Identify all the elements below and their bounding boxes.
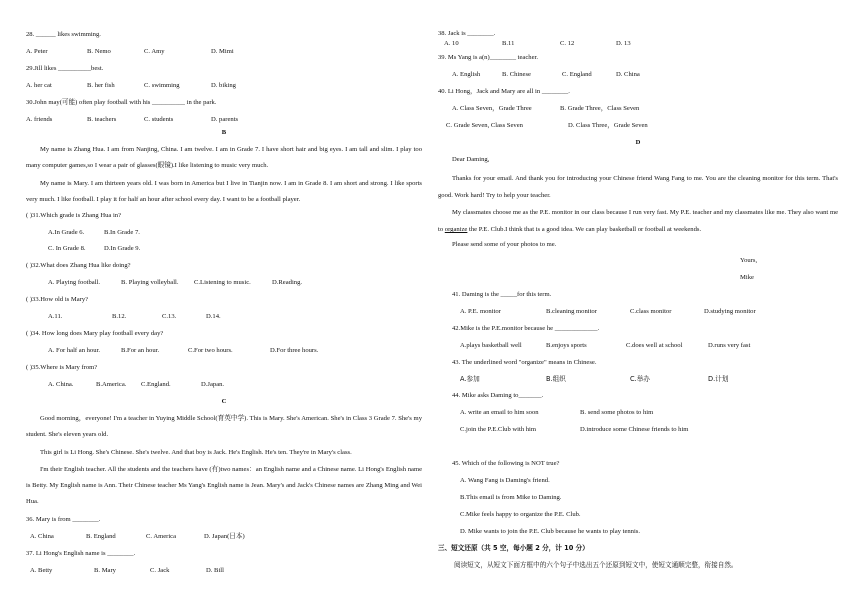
q35-option-a: A. China. (48, 381, 74, 388)
q38-option-d: D. 13 (616, 40, 631, 47)
letter-paragraph-2-start: My classmates choose me as the P.E. monitor in our class because I run very fast. My P.E. teacher and my classmates like me. They also want me to (438, 209, 838, 233)
section-3-instructions: 阅读短文，从短文下面方框中的六个句子中选出五个还原到短文中，使短文通顺完整，衔接自然。 (454, 561, 738, 569)
q40-option-b: B. Grade Three，Class Seven (560, 105, 640, 112)
letter-paragraph-2-end: the P.E. Club.I think that is a good idea. We can play basketball or football at weekends. (467, 226, 702, 233)
q36-option-d: D. Japan(日本) (204, 533, 245, 540)
q31-stem: ( )31.Which grade is Zhang Hua in? (26, 212, 122, 219)
q42-option-d: D.runs very fast (708, 342, 751, 349)
q42-option-c: C.does well at school (626, 342, 683, 349)
q39-option-b: B. Chinese (502, 71, 531, 78)
q40-stem: 40. Li Hong，Jack and Mary are all in ________. (438, 88, 570, 95)
q42-stem: 42.Mike is the P.E.monitor because he _____________. (452, 325, 600, 332)
q45-stem: 45. Which of the following is NOT true? (452, 460, 560, 467)
q35-option-d: D.Japan. (201, 381, 225, 388)
q36-stem: 36. Mary is from ________. (26, 516, 101, 523)
q29-option-b: B. her fish (87, 82, 115, 89)
q28-option-b: B. Nemo (87, 48, 111, 55)
q39-option-a: A. English (452, 71, 481, 78)
q45-option-b: B.This email is from Mike to Daming. (460, 494, 562, 501)
q42-option-a: A.plays basketball well (460, 342, 522, 349)
q31-option-a: A.In Grade 6. (48, 229, 85, 236)
q45-option-a: A. Wang Fang is Daming's friend. (460, 477, 550, 484)
q30-option-c: C. students (144, 116, 174, 123)
q32-stem: ( )32.What does Zhang Hua like doing? (26, 262, 131, 269)
q37-option-c: C. Jack (150, 567, 170, 574)
q33-stem: ( )33.How old is Mary? (26, 296, 89, 303)
q32-option-c: C.Listening to music. (194, 279, 251, 286)
q44-stem: 44. Mike asks Daming to_______. (452, 392, 544, 399)
q38-option-c: C. 12 (560, 40, 575, 47)
q29-option-d: D. biking (211, 82, 236, 89)
q37-option-a: A. Betty (30, 567, 53, 574)
q37-option-d: D. Bill (206, 567, 224, 574)
q34-option-a: A. For half an hour. (48, 347, 101, 354)
q34-option-d: D.For three hours. (270, 347, 319, 354)
q39-stem: 39. Ms Yang is a(n)________ teacher. (438, 54, 538, 61)
passage-c-paragraph-1: Good morning，everyone! I'm a teacher in Yuying Middle School(育英中学). This is Mary. She's American. She's in Class 3 Grade 7. She's my student. She's eleven years old. (26, 415, 422, 438)
q34-option-b: B.For an hour. (121, 347, 160, 354)
section-c-heading: C (221, 398, 227, 405)
q45-option-d: D. Mike wants to join the P.E. Club because he wants to play tennis. (460, 528, 641, 535)
q45-option-c: C.Mike feels happy to organize the P.E. Club. (460, 511, 581, 518)
q28-option-a: A. Peter (26, 48, 48, 55)
letter-paragraph-3: Please send some of your photos to me. (452, 241, 557, 248)
q33-option-c: C.13. (162, 313, 177, 320)
q32-option-b: B. Playing volleyball. (121, 279, 179, 286)
q43-option-d: D.计划 (708, 375, 729, 383)
q33-option-d: D.14. (206, 313, 221, 320)
q28-option-d: D. Mimi (211, 48, 234, 55)
q41-stem: 41. Daming is the _____for this term. (452, 291, 552, 298)
q31-option-c: C. In Grade 8. (48, 245, 86, 252)
q33-option-b: B.12. (112, 313, 127, 320)
q36-option-c: C. America (146, 533, 177, 540)
q38-option-a: A. 10 (444, 40, 459, 47)
q36-option-b: B. England (86, 533, 116, 540)
q43-option-a: A.参加 (460, 375, 480, 383)
q34-option-c: C.For two hours. (188, 347, 233, 354)
letter-closing: Yours, (740, 257, 758, 264)
q41-option-a: A. P.E. monitor (460, 308, 501, 315)
q41-option-b: B.cleaning monitor (546, 308, 597, 315)
q29-option-a: A. her cat (26, 82, 52, 89)
q35-stem: ( )35.Where is Mary from? (26, 364, 98, 371)
letter-paragraph-1: Thanks for your email. And thank you for introducing your Chinese friend Wang Fang to me. You are the cleaning monitor for this term. That's good. Work hard! Try to help your teacher. (438, 175, 838, 199)
section-b-heading: B (221, 129, 227, 136)
q41-option-d: D.studying monitor (704, 308, 756, 315)
q28-option-c: C. Amy (144, 48, 165, 55)
q43-stem: 43. The underlined word "organize" means in Chinese. (452, 359, 597, 366)
passage-c-paragraph-3: I'm their English teacher. All the students and the teachers have (有)two names：an English name and a Chinese name. Li Hong's English name is Betty. My English name is Ann. Their Chinese teacher Ms Yang's English name is Jean. Mary's and Jack's Chinese names are Zhang Ming and Wei Hua. (26, 466, 422, 505)
q39-option-c: C. England (562, 71, 592, 78)
passage-b-paragraph-2: My name is Mary. I am thirteen years old. I was born in America but I live in Tianjin now. I am in Grade 8. I am short and strong. I like sports very much. I like football. I play it for half an hour after school every day. I want to be a football player. (26, 180, 422, 203)
q41-option-c: C.class monitor (630, 308, 672, 315)
q30-option-b: B. teachers (87, 116, 117, 123)
q30-option-d: D. parents (211, 116, 239, 123)
q29-stem: 29.Jill likes __________best. (26, 65, 104, 72)
q44-option-b: B. send some photos to him (580, 409, 654, 416)
section-3-heading: 三、短文还原（共 5 空，每小题 2 分，计 10 分） (438, 544, 589, 552)
q33-option-a: A.11. (48, 313, 63, 320)
q34-stem: ( )34. How long does Mary play football every day? (26, 330, 164, 337)
q38-stem: 38. Jack is ________. (438, 30, 496, 37)
q35-option-b: B.America. (96, 381, 127, 388)
passage-b-paragraph-1: My name is Zhang Hua. I am from Nanjing, China. I am twelve. I am in Grade 7. I have short hair and big eyes. I am tall and slim. I play too many computer games,so I wear a pair of glasses(眼镜).I like listening to music very much. (26, 146, 422, 169)
letter-greeting: Dear Daming, (452, 156, 490, 163)
q35-option-c: C.England. (141, 381, 171, 388)
q31-option-d: D.In Grade 9. (104, 245, 141, 252)
q32-option-d: D.Reading. (272, 279, 303, 286)
section-d-heading: D (635, 139, 641, 146)
q43-option-c: C.举办 (630, 375, 650, 383)
q32-option-a: A. Playing football. (48, 279, 101, 286)
underlined-word-organize: organize (444, 226, 468, 233)
q30-option-a: A. friends (26, 116, 53, 123)
q42-option-b: B.enjoys sports (546, 342, 587, 349)
q44-option-d: D.introduce some Chinese friends to him (580, 426, 689, 433)
q36-option-a: A. China (30, 533, 54, 540)
q43-option-b: B.组织 (546, 375, 566, 383)
q38-option-b: B.11 (502, 40, 515, 47)
q37-stem: 37. Li Hong's English name is ________. (26, 550, 136, 557)
q30-stem: 30.John may(可能) often play football with his __________ in the park. (26, 99, 217, 106)
letter-signature: Mike (740, 274, 754, 281)
q40-option-d: D. Class Three，Grade Seven (568, 122, 648, 129)
q44-option-c: C.join the P.E.Club with him (460, 426, 537, 433)
q44-option-a: A. write an email to him soon (460, 409, 539, 416)
q31-option-b: B.In Grade 7. (104, 229, 140, 236)
q37-option-b: B. Mary (94, 567, 116, 574)
letter-paragraph-2 (438, 204, 838, 238)
q40-option-a: A. Class Seven，Grade Three (452, 105, 532, 112)
q39-option-d: D. China (616, 71, 640, 78)
q29-option-c: C. swimming (144, 82, 180, 89)
q28-stem: 28. ______ likes swimming. (26, 31, 101, 38)
passage-c-paragraph-2: This girl is Li Hong. She's Chinese. She's twelve. And that boy is Jack. He's English. He's ten. They're in Mary's class. (40, 449, 352, 456)
q40-option-c: C. Grade Seven, Class Seven (446, 122, 523, 129)
